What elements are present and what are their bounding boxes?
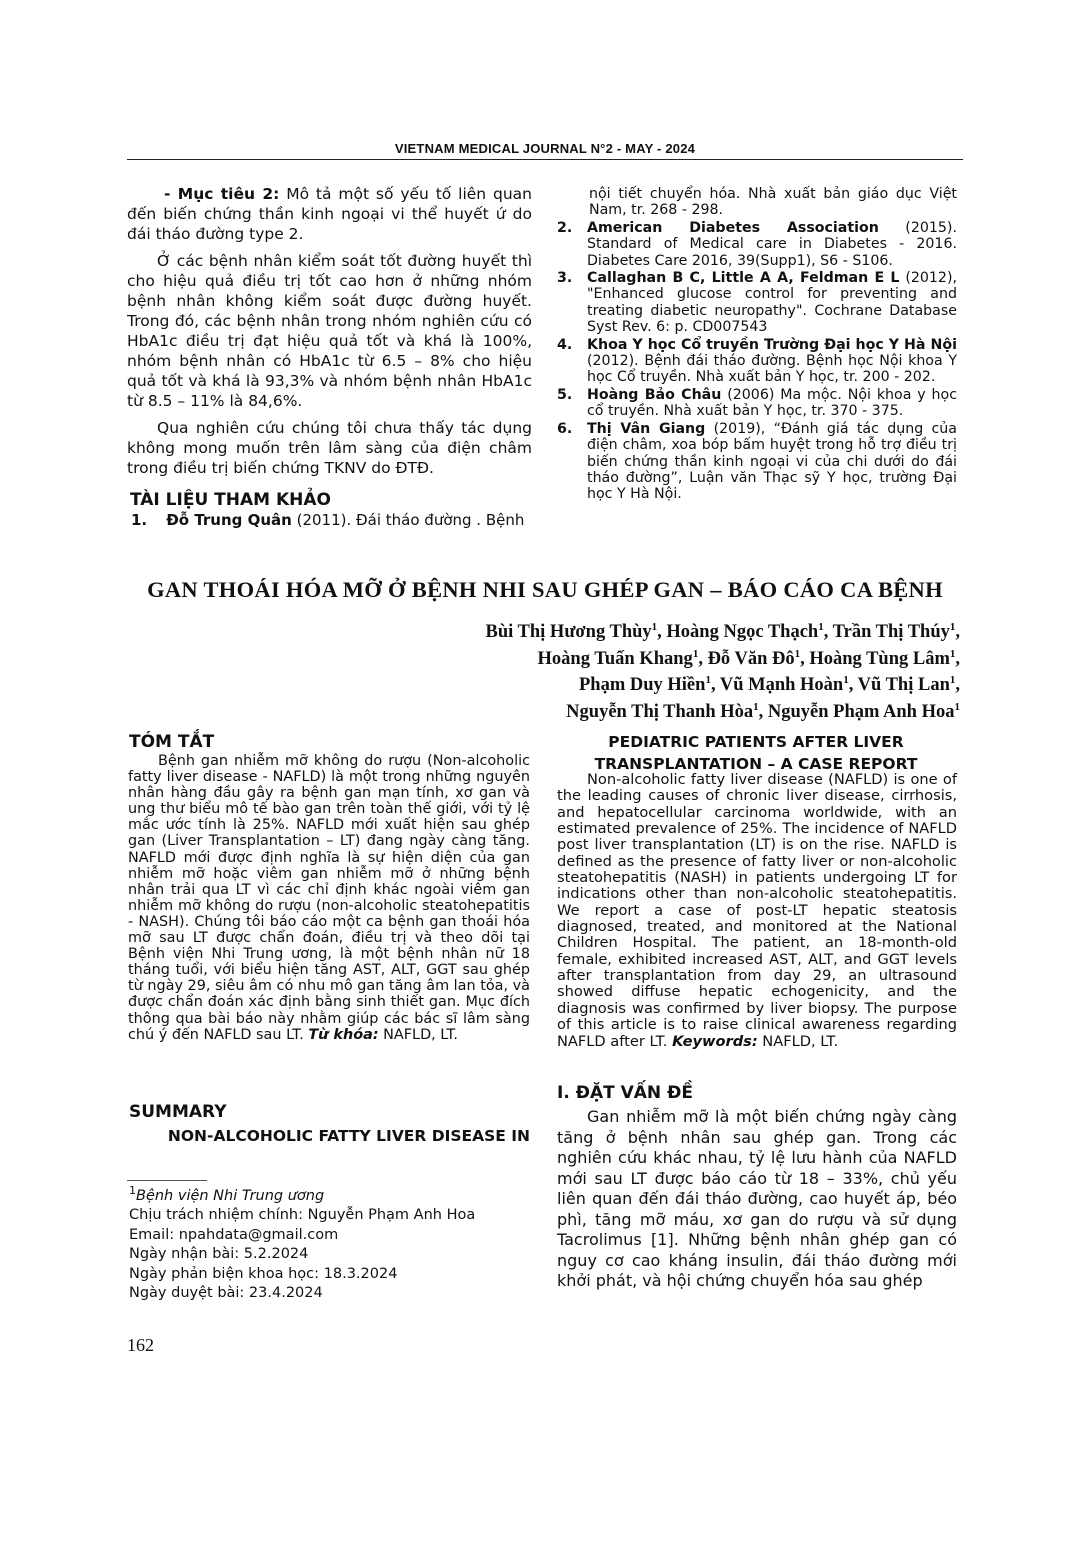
affiliation-mark: 1 [705, 673, 711, 686]
abstract-en-text: Non-alcoholic fatty liver disease (NAFLD) is one of the leading causes of chronic liver disease, cirrhosis, and hepatocellular carcinoma worldwide, with an estimated prevalence of 25%. The incidence of NAFLD post liver transplantation (LT) is on the rise. NAFLD is defined as the presence of fatty liver or non-alcoholic steatohepatitis (NASH) in patients undergoing LT for indications other than non-alcoholic steatohepatitis. We report a case of post-LT hepatic steatosis diagnosed, treated, and monitored at the National Children Hospital. The patient, an 18-month-old female, exhibited increased AST, ALT, and GGT levels after transplantation from day 29, an ultrasound showed diffuse hepatic echogenicity, and the diagnosis was confirmed by liver biopsy. The purpose of this article is to raise clinical awareness regarding NAFLD after LT. Keywords: NAFLD, LT. [557, 771, 957, 1050]
reference-author: Callaghan B C, Little A A, Feldman E L [587, 270, 900, 287]
goal-text: Mô tả một số yếu tố liên quan đến biến chứng thần kinh ngoại vi thể huyết ứ do đái tháo đường type 2. [127, 185, 532, 243]
abstract-en [557, 772, 957, 1050]
reference-number: 4. [557, 336, 573, 353]
author-list [160, 619, 960, 725]
author-name: Nguyễn Thị Thanh Hòa [566, 701, 754, 722]
reference-item [557, 387, 957, 420]
author-name: Trần Thị Thúy [832, 622, 950, 642]
author-name: Hoàng Ngọc Thạch [666, 622, 819, 642]
footnote-accepted: Ngày duyệt bài: 23.4.2024 [129, 1285, 323, 1302]
author-name: Hoàng Tùng Lâm [809, 648, 950, 669]
reference-number: 1. [131, 511, 148, 529]
reference-author: Hoàng Bảo Châu [587, 386, 722, 403]
affiliation-mark: 1 [949, 647, 956, 660]
conclusion-paragraph-1: Ở các bệnh nhân kiểm soát tốt đường huyết thì cho hiệu quả điều trị tốt cao hơn ở những nhóm bệnh nhân không kiểm soát được đường huyết. Trong đó, các bệnh nhân trong nhóm nghiên cứu có HbA1c điều trị đạt hiệu quả tốt và khá là 100%, nhóm bệnh nhân có HbA1c từ 6.5 – 8% cho hiệu quả tốt và khá là 93,3% và nhóm bệnh nhân HbA1c từ 8.5 – 11% là 84,6%. [127, 252, 532, 410]
reference-number: 2. [557, 219, 573, 236]
author-name: Vũ Thị Lan [857, 675, 950, 695]
reference-number: 6. [557, 420, 573, 437]
affiliation-mark: 1 [692, 647, 699, 660]
english-title-line-1: NON-ALCOHOLIC FATTY LIVER DISEASE IN [167, 1127, 530, 1145]
page-number: 162 [127, 1335, 154, 1355]
affiliation-mark: 1 [818, 620, 824, 633]
footnote-corresponding: Chịu trách nhiệm chính: Nguyễn Phạm Anh Hoa [129, 1207, 476, 1224]
footnote-rule [127, 1180, 207, 1181]
reference-details: (2012), "Enhanced glucose control for preventing and treating diabetic neuropathy". Cochrane Database Syst Rev. 6: p. CD007543 [587, 270, 958, 336]
references-list [557, 186, 957, 503]
keywords-en-label: Keywords: [672, 1032, 758, 1050]
reference-author: American Diabetes Association [587, 219, 879, 236]
abstract-vi-text: Bệnh gan nhiễm mỡ không do rượu (Non-alcoholic fatty liver disease - NAFLD) là một trong những nguyên nhân hàng đầu gây ra bệnh gan mạn tính, xơ gan và ung thư biểu mô tế bào gan trên toàn thế giới, với tỷ lệ mắc ước tính là 25%. NAFLD mới xuất hiện sau ghép gan (Liver Transplantation – LT) đang ngày càng tăng. NAFLD mới được định nghĩa là sự hiện diện của gan nhiễm mỡ hoặc viêm gan nhiễm mỡ ở những bệnh nhân trải qua LT vì các chỉ định khác ngoài viêm gan nhiễm mỡ không do rượu (non-alcoholic steatohepatitis - NASH). Chúng tôi báo cáo một ca bệnh gan thoái hóa mỡ sau LT được chẩn đoán, điều trị và theo dõi tại Bệnh viện Nhi Trung ương, là một bệnh nhân nữ 18 tháng tuổi, với biểu hiện tăng AST, ALT, GGT sau ghép từ ngày 29, siêu âm có nhu mô gan tăng âm lan tỏa, và được chẩn đoán xác định bằng sinh thiết gan. Mục đích thông qua bài báo này nhằm giúp các bác sĩ lâm sàng chú ý đến NAFLD sau LT. Từ khóa: NAFLD, LT. [128, 753, 530, 1043]
prev-left-column [127, 184, 532, 478]
keywords-vi-label: Từ khóa: [308, 1026, 379, 1043]
affiliation-mark: 1 [949, 673, 956, 686]
reference-item [557, 337, 957, 386]
header-rule [127, 159, 963, 160]
reference-details: (2019), “Đánh giá tác dụng của điện châm, xoa bóp bấm huyệt trong hỗ trợ điều trị biến chứng thần kinh ngoại vi của chi dưới do đái tháo đường”, Luận văn Thạc sỹ Y học, trường Đại học Y Hà Nội. [587, 420, 957, 503]
reference-number: 3. [557, 270, 573, 287]
author-line: Bùi Thị Hương Thùy$^1$, Hoàng Ngọc Thạch$^1$, Trần Thị Thúy$^1$, [485, 620, 960, 642]
author-name: Bùi Thị Hương Thùy [485, 622, 652, 642]
author-name: Phạm Duy Hiền [579, 675, 706, 695]
footnote-email: Email: npahdata@gmail.com [129, 1226, 339, 1243]
keywords-vi: NAFLD, LT. [378, 1026, 458, 1043]
reference-1-part-a: 1. Đỗ Trung Quân (2011). Đái tháo đường . Bệnh [131, 511, 525, 529]
author-name: Hoàng Tuấn Khang [537, 648, 693, 669]
summary-heading: SUMMARY [129, 1102, 227, 1122]
reference-details: (2006) Ma mộc. Nội khoa y học cổ truyền. Nhà xuất bản Y học, tr. 370 - 375. [587, 386, 957, 420]
reference-1-part-b: nội tiết chuyển hóa. Nhà xuất bản giáo dục Việt Nam, tr. 268 - 298. [589, 186, 957, 219]
footnote-affiliation: Bệnh viện Nhi Trung ương [136, 1188, 325, 1204]
reference-item [557, 421, 957, 503]
reference-number: 5. [557, 386, 573, 403]
section-1-text: Gan nhiễm mỡ là một biến chứng ngày càng tăng ở bệnh nhân sau ghép gan. Trong các nghiên cứu khác nhau, tỷ lệ lưu hành của NAFLD mới sau LT được báo cáo từ 18 – 33%, chủ yếu liên quan đến đái tháo đường, cao huyết áp, béo phì, tăng mỡ máu, xơ gan do rượu và sử dụng Tacrolimus [1]. Những bệnh nhân ghép gan có nguy cơ cao kháng insulin, đái tháo đường mới khởi phát, và hội chứng chuyển hóa sau ghép [557, 1107, 957, 1290]
english-title-line-3: TRANSPLANTATION – A CASE REPORT [594, 755, 918, 773]
section-1-body [557, 1107, 957, 1292]
footnote-reviewed: Ngày phản biện khoa học: 18.3.2024 [129, 1265, 398, 1282]
affiliation-mark: 1 [949, 620, 956, 633]
reference-author: Thị Vân Giang [587, 420, 706, 437]
author-line: Phạm Duy Hiền$^1$, Vũ Mạnh Hoàn$^1$, Vũ Thị Lan$^1$, [579, 673, 960, 695]
footnote-mark: 1 [129, 1184, 136, 1198]
abstract-vi [128, 753, 530, 1043]
author-name: Nguyễn Phạm Anh Hoa [767, 701, 955, 722]
goal-label: - Mục tiêu 2: [164, 185, 280, 203]
author-line: Hoàng Tuấn Khang$^1$, Đỗ Văn $Đô^1$, Hoàng Tùng Lâm$^1$, [537, 647, 960, 669]
affiliation-mark: 1 [794, 647, 801, 660]
reference-details: (2012). Bệnh đái tháo đường. Bệnh học Nội khoa Y học Cổ truyền. Nhà xuất bản Y học, tr. 200 - 202. [587, 353, 957, 386]
journal-header: VIETNAM MEDICAL JOURNAL N°2 - MAY - 2024 [394, 141, 696, 156]
author-name: Đỗ Văn Đô [707, 648, 795, 669]
reference-author: Khoa Y học Cổ truyền Trường Đại học Y Hà Nội [587, 336, 957, 353]
author-name: Vũ Mạnh Hoàn [719, 675, 844, 695]
affiliation-mark: 1 [843, 673, 849, 686]
reference-details: (2015). Standard of Medical care in Diabetes - 2016. Diabetes Care 2016, 39(Supp1), S6 - S106. [587, 219, 957, 269]
reference-item [557, 220, 957, 269]
author-line: Nguyễn Thị Thanh Hòa$^1$, Nguyễn Phạm Anh Hoa$^1$ [566, 700, 960, 722]
section-1-heading: I. ĐẶT VẤN ĐỀ [557, 1083, 693, 1103]
conclusion-paragraph-2: Qua nghiên cứu chúng tôi chưa thấy tác dụng không mong muốn trên lâm sàng của điện châm trong điều trị biến chứng TKNV do ĐTĐ. [127, 419, 532, 477]
references-heading: TÀI LIỆU THAM KHẢO [130, 490, 331, 510]
affiliation-mark: 1 [753, 700, 759, 713]
footnote-received: Ngày nhận bài: 5.2.2024 [129, 1246, 309, 1263]
goal-paragraph [127, 184, 532, 244]
affiliation-mark: 1 [954, 700, 960, 713]
english-title-continued [556, 731, 956, 775]
keywords-en: NAFLD, LT. [757, 1032, 839, 1050]
abstract-vi-heading: TÓM TẮT [129, 732, 215, 752]
article-title: GAN THOÁI HÓA MỠ Ở BỆNH NHI SAU GHÉP GAN – BÁO CÁO CA BỆNH [147, 577, 943, 602]
reference-item [557, 270, 957, 336]
reference-author: Đỗ Trung Quân [166, 511, 292, 529]
affiliation-mark: 1 [651, 620, 658, 633]
english-title-line-2: PEDIATRIC PATIENTS AFTER LIVER [608, 733, 904, 751]
footnote [129, 1184, 476, 1303]
